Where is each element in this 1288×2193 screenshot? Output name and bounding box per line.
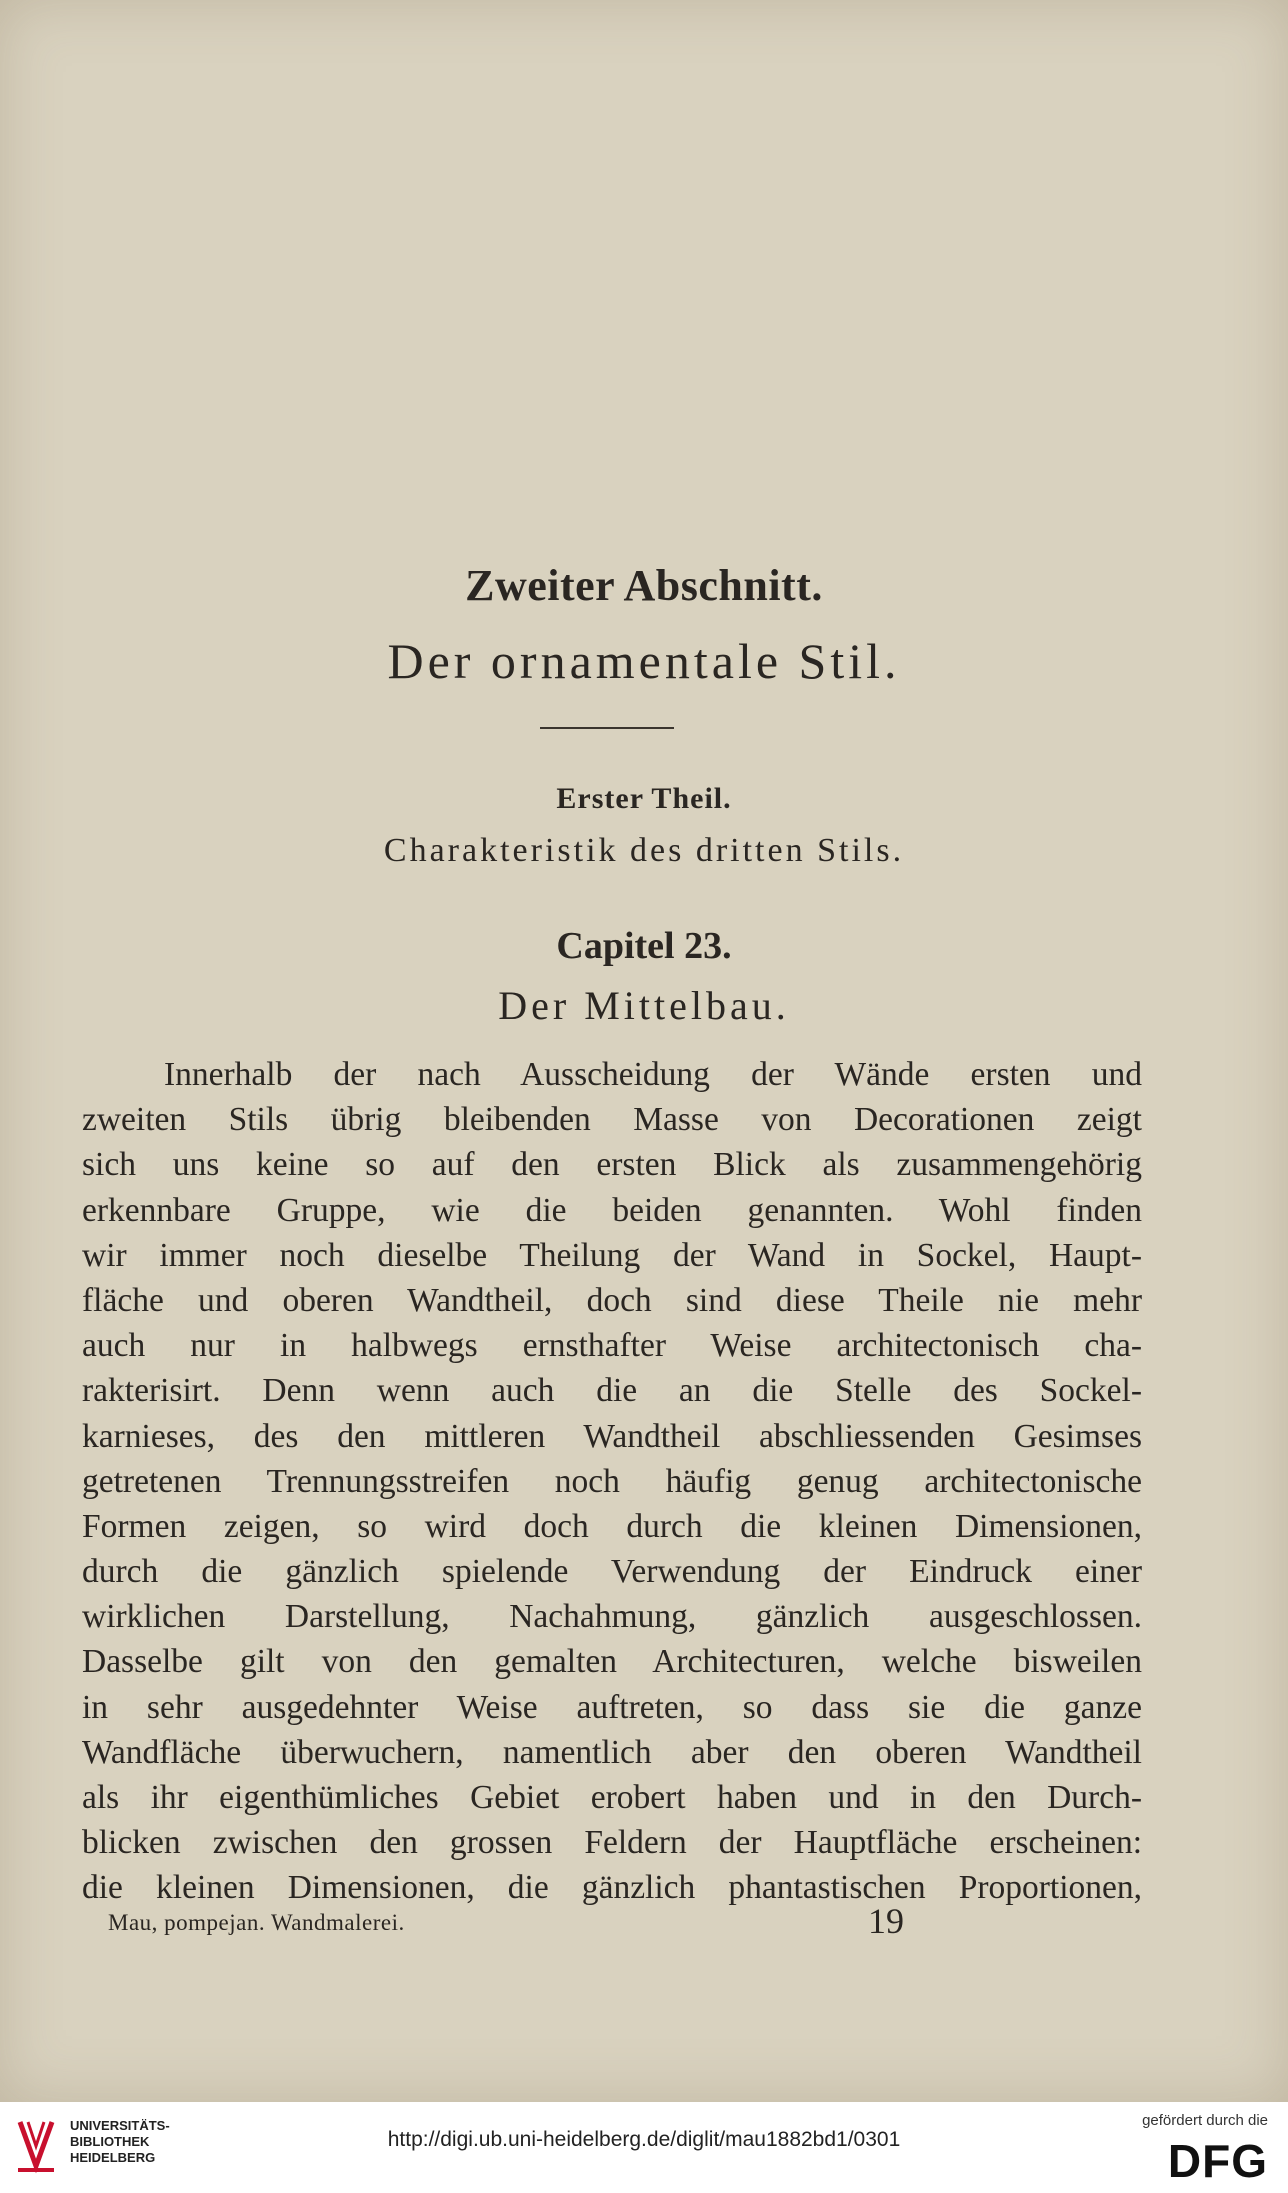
viewer-bottom-bar (0, 2102, 1288, 2193)
permalink-url[interactable]: http://digi.ub.uni-heidelberg.de/diglit/mau1882bd1/0301 (387, 2128, 901, 2151)
text-line: auch nur in halbwegs ernsthafter Weise architectonisch cha- (82, 1327, 1142, 1365)
text-line: als ihr eigenthümliches Gebiet erobert haben und in den Durch- (82, 1779, 1142, 1816)
text-line: Innerhalb der nach Ausscheidung der Wände ersten und (164, 1056, 1142, 1093)
footer-reference: Mau, pompejan. Wandmalerei. (108, 1910, 405, 1935)
text-line: erkennbare Gruppe, wie die beiden genannten. Wohl finden (82, 1191, 1142, 1229)
text-line: sich uns keine so auf den ersten Blick als zusammengehörig (82, 1146, 1142, 1184)
body-text (82, 1052, 1142, 1911)
library-name: UNIVERSITÄTS- BIBLIOTHEK HEIDELBERG (70, 2118, 170, 2165)
chapter-subtitle: Der Mittelbau. (498, 983, 790, 1028)
text-line: fläche und oberen Wandtheil, doch sind diese Theile nie mehr (82, 1281, 1142, 1319)
text-line: blicken zwischen den grossen Feldern der Hauptfläche erscheinen: (82, 1824, 1142, 1862)
text-line: getretenen Trennungsstreifen noch häufig genug architectonische (82, 1462, 1142, 1500)
text-line: Formen zeigen, so wird doch durch die kleinen Dimensionen, (82, 1507, 1142, 1545)
text-line: Dasselbe gilt von den gemalten Architecturen, welche bisweilen (82, 1643, 1142, 1681)
page-number: 19 (868, 1901, 904, 1941)
section-title: Zweiter Abschnitt. (465, 561, 823, 610)
text-line: die kleinen Dimensionen, die gänzlich phantastischen Proportionen, (82, 1869, 1142, 1907)
part-subtitle: Charakteristik des dritten Stils. (383, 832, 905, 869)
text-line: zweiten Stils übrig bleibenden Masse von Decorationen zeigt (82, 1101, 1142, 1139)
text-line: karnieses, des den mittleren Wandtheil abschliessenden Gesimses (82, 1417, 1142, 1455)
dfg-logo: DFG (1167, 2135, 1268, 2187)
part-title: Erster Theil. (556, 782, 732, 815)
text-line: wir immer noch dieselbe Theilung der Wand in Sockel, Haupt- (82, 1236, 1142, 1274)
sponsor-note: gefördert durch die (1142, 2112, 1268, 2129)
main-title: Der ornamentale Stil. (387, 633, 901, 689)
text-line: durch die gänzlich spielende Verwendung der Eindruck einer (82, 1553, 1142, 1591)
text-line: Wandfläche überwuchern, namentlich aber den oberen Wandtheil (82, 1733, 1142, 1771)
chapter-title: Capitel 23. (556, 925, 732, 967)
title-divider (540, 727, 674, 729)
text-line: rakterisirt. Denn wenn auch die an die Stelle des Sockel- (82, 1372, 1142, 1410)
text-line: wirklichen Darstellung, Nachahmung, gänzlich ausgeschlossen. (82, 1598, 1142, 1636)
text-line: in sehr ausgedehnter Weise auftreten, so dass sie die ganze (82, 1688, 1142, 1726)
